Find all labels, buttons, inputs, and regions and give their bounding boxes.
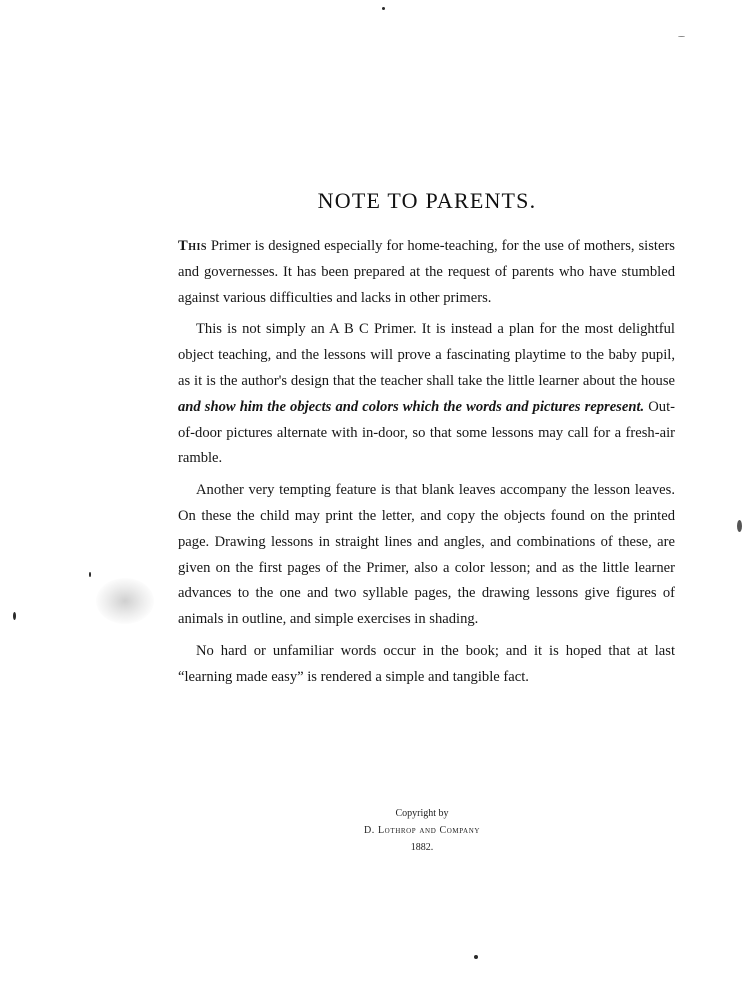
publication-year: 1882. [410, 842, 434, 853]
copyright-line: Copyright by [395, 808, 449, 819]
ink-speck [89, 572, 91, 577]
paragraph-2-text-start: This is not simply an A B C Primer. It is instead a plan for the most delightful object teaching, and the lessons will prove a fascinating playtime to the baby pupil, as it is the author's design that the teacher shall take the little learner about the house [178, 321, 675, 389]
paragraph-3: Another very tempting feature is that blank leaves accompany the lesson leaves. On these the child may print the letter, and copy the objects found on the printed page. Drawing lessons in straight lines and angles, and combinations of these, are given on the first pages of the Primer, also a color lesson; and as the little learner advances to the one and two syllable pages, the drawing lessons give figures of animals in outline, and simple exercises in shading. [178, 482, 675, 628]
paragraph-2 [178, 317, 675, 472]
paragraph-2-italic-text: and show him the objects and colors which the words and pictures represent. [178, 398, 645, 415]
page-title: NOTE TO PARENTS. [317, 188, 537, 213]
ink-speck [678, 36, 685, 37]
ink-speck [474, 955, 478, 959]
paragraph-1 [178, 234, 675, 311]
paragraph-4: No hard or unfamiliar words occur in the book; and it is hoped that at last “learning made easy” is rendered a simple and tangible fact. [178, 642, 675, 685]
publisher-name: D. Lothrop and Company [363, 825, 481, 836]
paragraph-1-text: Primer is designed especially for home-teaching, for the use of mothers, sisters and governesses. It has been prepared at the request of parents who have stumbled against various difficulties and lacks in other primers. [178, 238, 675, 306]
ink-speck [382, 7, 385, 10]
paper-smudge [96, 578, 154, 624]
note-body [178, 234, 675, 697]
paragraph-2-text-end: Out-of-door pictures alternate with in-door, so that some lessons may call for a fresh-air ramble. [178, 398, 675, 467]
ink-speck [737, 520, 742, 532]
paragraph-1-lead-word: This [178, 238, 207, 254]
ink-speck [13, 612, 16, 620]
